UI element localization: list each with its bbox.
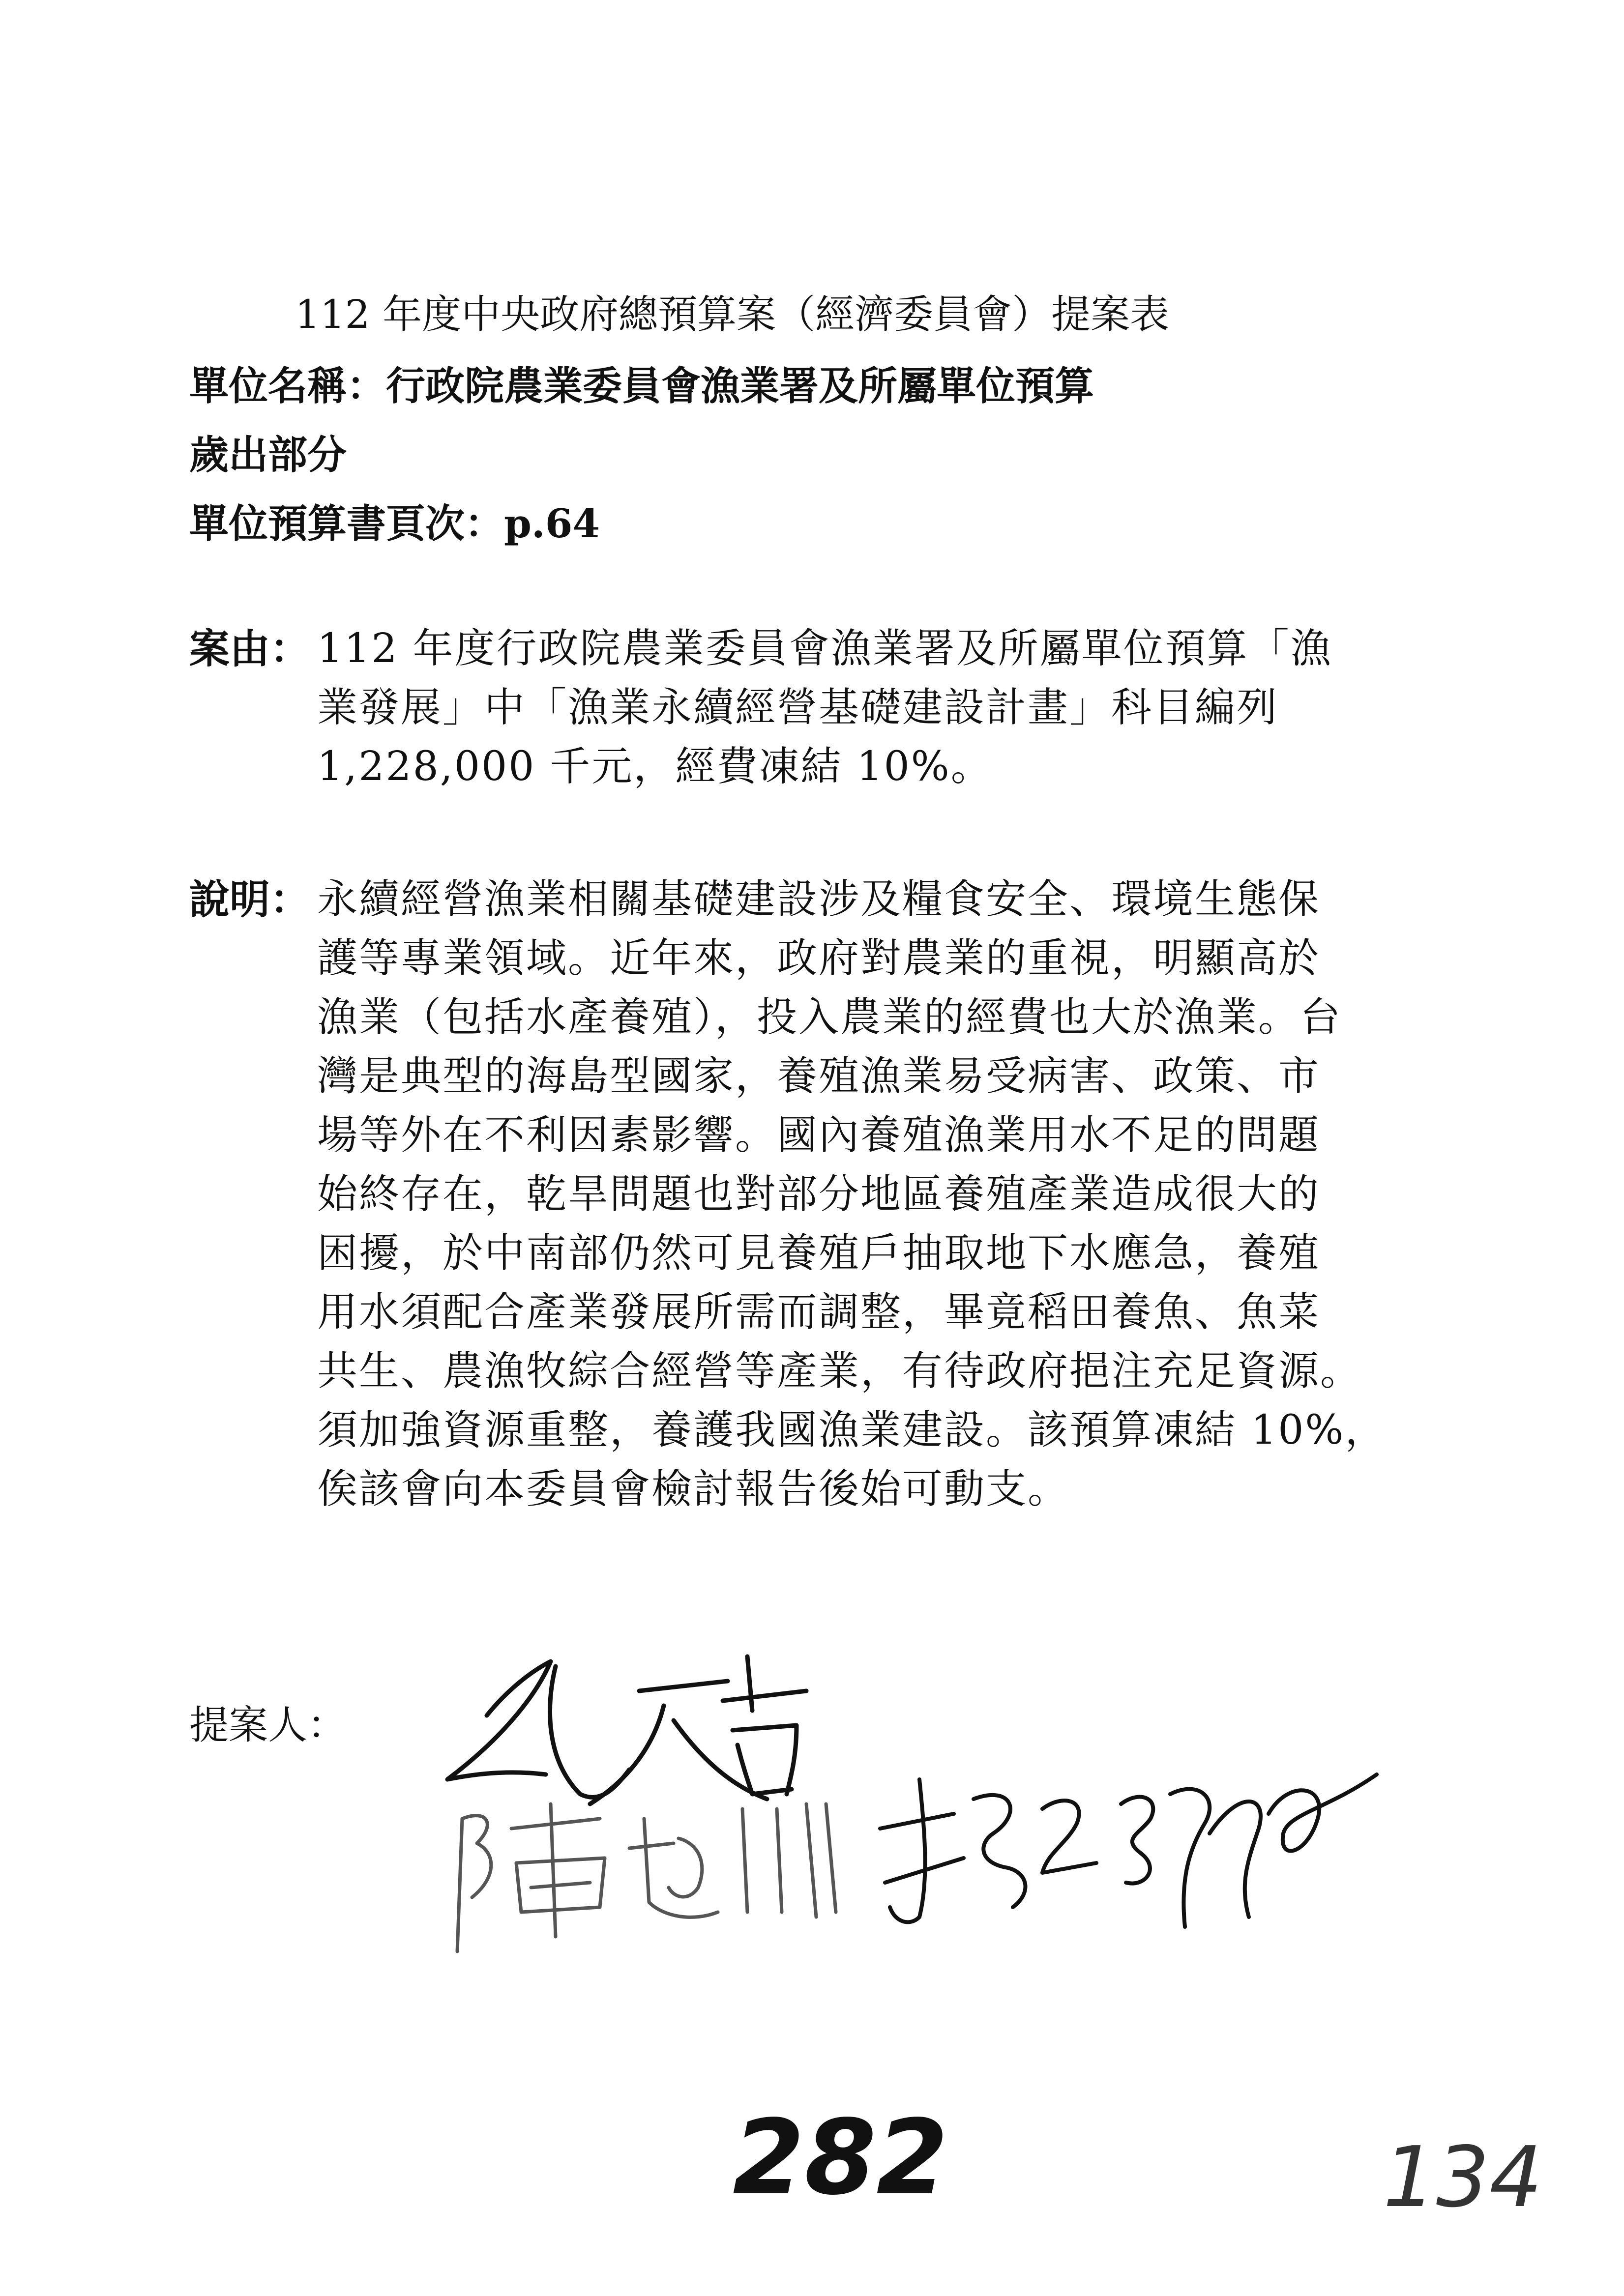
explanation-line: 護等專業領域。近年來，政府對農業的重視，明顯高於 [317, 935, 1321, 982]
proposer-label: 提案人： [189, 1702, 347, 1748]
explanation-line: 始終存在，乾旱問題也對部分地區養殖產業造成很大的 [317, 1171, 1321, 1218]
reason-line: 112 年度行政院農業委員會漁業署及所屬單位預算「漁 [317, 625, 1332, 672]
reason-label: 案由： [189, 625, 311, 672]
explanation-line: 漁業（包括水產養殖），投入農業的經費也大於漁業。台 [317, 994, 1342, 1041]
unit-name: 單位名稱：行政院農業委員會漁業署及所屬單位預算 [189, 363, 1094, 409]
explanation-line: 用水須配合產業發展所需而調整，畢竟稻田養魚、魚菜 [317, 1289, 1321, 1336]
signature-2 [443, 1789, 875, 1966]
explanation-text [317, 870, 1387, 1519]
handwritten-sheet-number-text: 134 [1383, 2129, 1543, 2226]
page-number-text: 282 [733, 2097, 948, 2218]
reason-line: 業發展」中「漁業永續經營基礎建設計畫」科目編列 [317, 684, 1279, 731]
explanation-line: 共生、農漁牧綜合經營等產業，有待政府挹注充足資源。 [317, 1348, 1362, 1395]
budget-section: 歲出部分 [189, 432, 347, 478]
explanation-line: 俟該會向本委員會檢討報告後始可動支。 [317, 1466, 1070, 1512]
page-number [733, 2097, 948, 2218]
explanation-line: 永續經營漁業相關基礎建設涉及糧食安全、環境生態保 [317, 876, 1321, 923]
signature-3 [865, 1740, 1391, 1947]
reason-line: 1,228,000 千元，經費凍結 10%。 [317, 743, 993, 790]
handwritten-sheet-number [1382, 2128, 1544, 2227]
explanation-line: 灣是典型的海島型國家，養殖漁業易受病害、政策、市 [317, 1053, 1321, 1100]
explanation-line: 須加強資源重整，養護我國漁業建設。該預算凍結 10%， [317, 1407, 1387, 1453]
reason-text [317, 619, 1379, 796]
explanation-label: 說明： [189, 876, 311, 923]
explanation-line: 場等外在不利因素影響。國內養殖漁業用水不足的問題 [317, 1112, 1321, 1159]
explanation-line: 困擾，於中南部仍然可見養殖戶抽取地下水應急，養殖 [317, 1230, 1321, 1277]
budget-page-reference: 單位預算書頁次：p.64 [189, 500, 600, 547]
document-title: 112 年度中央政府總預算案（經濟委員會）提案表 [295, 291, 1170, 337]
